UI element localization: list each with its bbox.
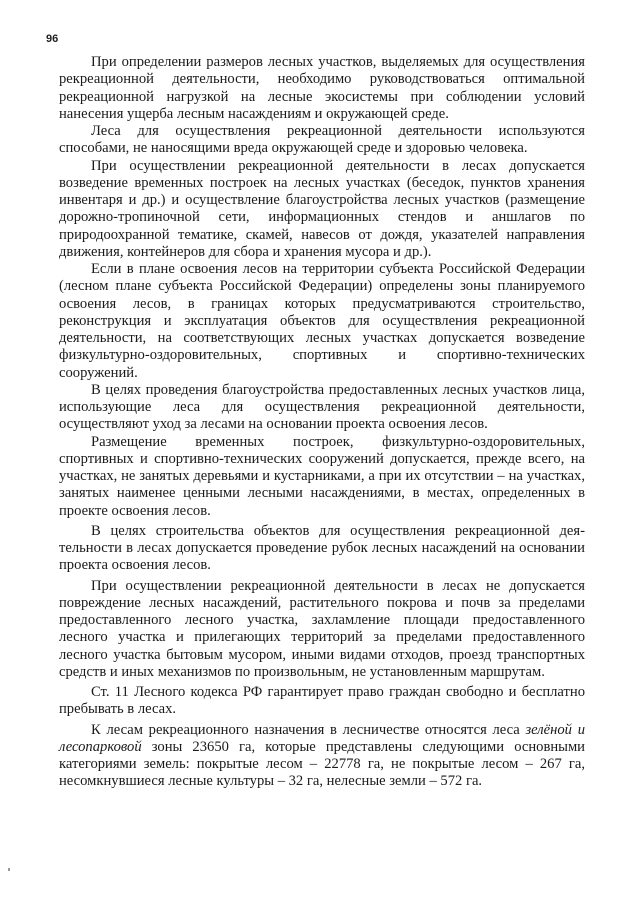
body-text [59, 54, 585, 791]
paragraph-development-zones: Если в плане освоения лесов на территории субъекта Российской Федерации (лесном плане субъекта Российской Федерации) определены зоны планируемого освоения лесов, в границах которых предусматриваются строительство, реконструкция и эксплуатация объектов для осуществления рекреационной деятельности, на соответствующих лесных участках допускается возведение физкультурно-оздоровительных, спортивных и спортивно-технических сооружений. [59, 261, 585, 381]
paragraph-forest-plot-size: При определении размеров лесных участков, выделяемых для осуществления рекреационной деятельности, необходимо руководствоваться оптимальной рекреационной нагрузкой на лесные экосистемы при соблюдении условий нанесения ущерба лесным насаждениям и окружающей среде. [59, 54, 585, 122]
paragraph-construction-felling: В целях строительства объектов для осуществления рекреационной деятельности в лесах допускается проведение рубок лесных насаждений на основании проекта освоения лесов. [59, 522, 585, 574]
land-details-text: зоны 23650 га, которые представлены следующими основными категориями земель: покрытые лесом – 22778 га, не покрытые лесом – 267 га, несомкнувшиеся лесные культуры – 32 га, нелесные земли – 572 га. [59, 738, 585, 790]
paragraph-forest-use-methods: Леса для осуществления рекреационной деятельности используются способами, не наносящими вреда окружающей среде и здоровью человека. [59, 123, 585, 157]
green-zone-term: зелёной [525, 721, 572, 738]
paragraph-recreational-land-categories [59, 722, 585, 791]
paragraph-prohibitions: При осуществлении рекреационной деятельности в лесах не допускается повреждение лесных насаждений, растительного покрова и почв за пределами предоставленного лесного участка, захламление площади предоставленного лесного участка и прилегающих территорий за пределами предоставленного лесного участка бытовым мусором, иными видами отходов, проезд транспортных средств и иных механизмов по произвольным, не установленным маршрутам. [59, 577, 585, 680]
scan-speck [8, 868, 10, 871]
paragraph-forest-care: В целях проведения благоустройства предоставленных лесных участков лица, использующие леса для осуществления рекреационной деятельности, осуществляют уход за лесами на основании проекта освоения лесов. [59, 381, 585, 433]
paragraph-temporary-buildings: При осуществлении рекреационной деятельности в лесах допускается возведение временных построек на лесных участках (беседок, пунктов хранения инвентаря и др.) и осуществление благоустройства лесных участков (размещение дорожно-тропиночной сети, информационных стендов и аншлагов по природоохранной тематике, скамей, навесов от дождя, указателей направления движения, контейнеров для сбора и хранения мусора и др.). [59, 157, 585, 260]
forest-park-term: лесопарковой [59, 738, 142, 755]
page-number: 96 [46, 33, 59, 45]
paragraph-placement-rules: Размещение временных построек, физкультурно-оздоровительных, спортивных и спортивно-технических сооружений допускается, прежде всего, на участках, не занятых деревьями и кустарниками, а при их отсутствии – на участках, занятых наименее ценными лесными насаждениями, в местах, определенных в проекте освоения лесов. [59, 433, 585, 519]
conjunction-text: и [577, 721, 585, 738]
paragraph-forest-code-article: Ст. 11 Лесного кодекса РФ гарантирует право граждан свободно и бесплатно пребывать в лесах. [59, 684, 585, 718]
land-intro-text: К лесам рекреационного назначения в лесничестве относятся леса [91, 721, 520, 738]
